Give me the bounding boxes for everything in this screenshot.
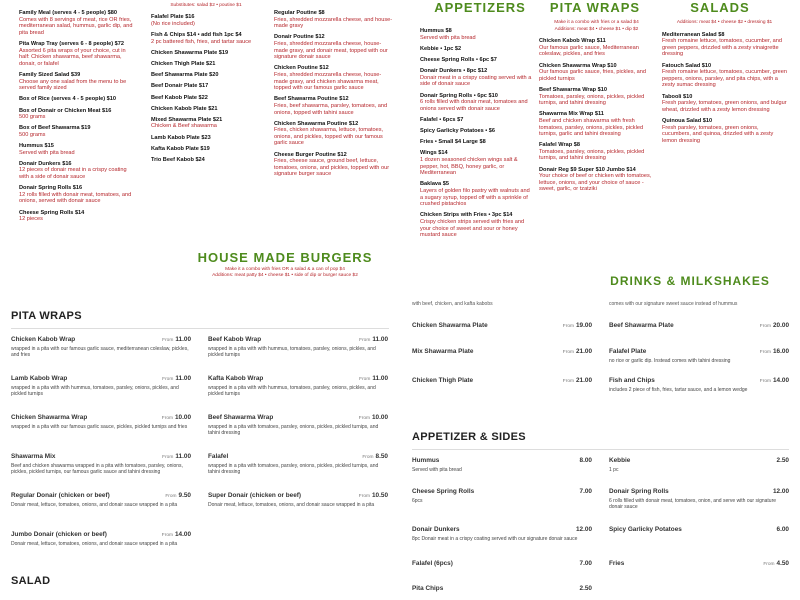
menu-entry — [274, 96, 394, 116]
menu-entry — [151, 157, 261, 164]
menu-entry-title: Fries • Small $4 Large $8 — [420, 139, 486, 146]
menu-entry-description: (No rice included) — [151, 20, 195, 27]
menu-entry-title: Chicken Poutine $12 — [274, 65, 329, 72]
menu-entry-title: Chicken Shawarma Plate $19 — [151, 49, 229, 56]
menu-entry-title: Box of Beef Shawarma $19 — [19, 125, 91, 132]
menu-entry — [19, 125, 134, 138]
column-note — [151, 0, 261, 2]
menu-entry-description: Fresh romaine lettuce, tomatoes, cucumber, and green peppers, drizzled with a zesty vinaigrette dressing — [662, 38, 783, 58]
drinks-title: DRINKS & MILKSHAKES — [610, 274, 770, 288]
menu-entry — [19, 108, 134, 121]
menu-entry-title: Beef Shawarma Poutine $12 — [274, 96, 349, 103]
menu-entry — [662, 94, 787, 114]
menu-entry — [662, 32, 787, 58]
menu-item[interactable] — [11, 531, 191, 547]
menu-item-price — [563, 377, 592, 384]
menu-entry-title: Pita Wrap Tray (serves 6 - 8 people) $72 — [19, 40, 124, 47]
menu-item-name: Lamb Kabob Wrap — [11, 375, 68, 382]
menu-item-description: Served with pita bread — [412, 467, 462, 473]
price-value: 21.00 — [576, 377, 592, 384]
menu-entry — [539, 38, 654, 58]
menu-item-name: Falafel (6pcs) — [412, 560, 453, 567]
menu-entry — [539, 63, 654, 83]
menu-entry-title: Shawarma Mix Wrap $11 — [539, 111, 604, 118]
price-from-label: From — [763, 562, 775, 567]
salad-section-title: SALAD — [11, 575, 51, 587]
menu-entry-title: Quinoua Salad $10 — [662, 117, 713, 124]
menu-entry-description: 12 pieces of donair meat in a crispy coating with a side of donair sauce — [19, 167, 127, 181]
menu-item-price — [763, 560, 789, 567]
menu-item-name: Regular Donair (chicken or beef) — [11, 492, 110, 499]
menu-item-description: Donair meat, lettuce, tomatoes, onions, and donair sauce wrapped in a pita — [11, 541, 178, 547]
menu-item[interactable] — [208, 414, 388, 436]
price-value: 11.00 — [175, 375, 191, 382]
menu-entry-title: Falafel • 6pcs $7 — [420, 116, 464, 123]
price-value: 10.00 — [175, 414, 191, 421]
menu-item-price — [359, 336, 388, 343]
menu-entry-description: 6 rolls filled with donair meat, tomatoes and onions served with donair sauce — [420, 99, 528, 112]
menu-entry-description: Choose any one salad from the menu to be served family sized — [19, 78, 127, 92]
menu-entry — [151, 50, 261, 57]
menu-entry — [274, 121, 394, 147]
menu-entry-description: Fries, shredded mozzarella cheese, house-made gravy, and chicken shawarma meat, topped with our famous garlic sauce — [274, 71, 382, 92]
price-value: 19.00 — [576, 322, 592, 329]
price-from-label: From — [759, 324, 771, 329]
menu-entry — [151, 72, 261, 79]
menu-entry — [151, 14, 261, 27]
note-sweet-sauce: comes with our signature sweet sauce instead of hummus — [609, 301, 738, 307]
price-from-label: From — [165, 494, 177, 499]
menu-item-description: 6pcs — [412, 498, 423, 504]
menu-entry-description: Assorted 6 pita wraps of your choice, cut in half: Chicken shawarma, beef shawarma, donair, or falafel — [19, 47, 126, 67]
menu-entry — [662, 118, 787, 144]
price-value: 2.50 — [776, 457, 789, 464]
menu-entry — [420, 28, 532, 41]
menu-item[interactable] — [609, 322, 789, 329]
menu-entry — [151, 83, 261, 90]
menu-item[interactable] — [11, 414, 191, 430]
price-from-label: From — [562, 324, 574, 329]
price-from-label: From — [162, 455, 174, 460]
menu-entry-title: Hummus $15 — [19, 143, 54, 150]
price-from-label: From — [759, 379, 771, 384]
price-from-label: From — [162, 338, 174, 343]
menu-entry — [420, 57, 532, 64]
menu-item-price — [580, 488, 592, 495]
menu-entry-title: Chicken Kabob Plate $21 — [151, 105, 218, 112]
menu-item[interactable] — [609, 526, 789, 533]
menu-entry — [19, 72, 134, 92]
menu-item[interactable] — [609, 560, 789, 567]
price-value: 2.50 — [579, 585, 592, 592]
menu-item[interactable] — [609, 377, 789, 393]
menu-entry-description: Fresh parsley, tomatoes, green onions, cucumbers, and quinoa, drizzled with a zesty lemon dressing — [662, 124, 774, 144]
menu-item-price — [760, 348, 789, 355]
menu-entry — [19, 41, 134, 67]
price-from-label: From — [759, 350, 771, 355]
menu-item[interactable] — [208, 453, 388, 475]
price-from-label: From — [358, 416, 370, 421]
menu-item-name: Beef Shawarma Plate — [609, 322, 674, 329]
menu-item-price — [165, 492, 191, 499]
menu-entry-title: Donair Reg $9 Super $10 Jumbo $14 — [539, 166, 636, 173]
menu-item-price — [359, 414, 388, 421]
menu-item-price — [563, 348, 592, 355]
column-note: Make it a combo with fries or a salad $4 — [554, 20, 639, 25]
menu-entry-title: Donair Dunkers • 8pc $12 — [420, 68, 488, 75]
plates-column — [151, 0, 261, 168]
menu-item-name: Cheese Spring Rolls — [412, 488, 475, 495]
menu-item-price — [162, 414, 191, 421]
menu-item-price — [760, 322, 789, 329]
menu-item-name: Chicken Shawarma Plate — [412, 322, 488, 329]
price-value: 11.00 — [175, 453, 191, 460]
salads-title: SALADS — [690, 0, 750, 15]
menu-item[interactable] — [609, 348, 789, 364]
pita-wraps-section-title: PITA WRAPS — [11, 310, 82, 322]
menu-entry-description: 2 pc battered fish, fries, and tartar sauce — [151, 38, 252, 45]
menu-entry-title: Donair Spring Rolls $16 — [19, 185, 83, 192]
menu-item-price — [362, 453, 388, 460]
menu-entry — [420, 93, 532, 113]
menu-entry — [151, 95, 261, 102]
salads-column — [662, 20, 787, 149]
menu-item-name: Jumbo Donair (chicken or beef) — [11, 531, 107, 538]
menu-entry-description: Served with pita bread — [420, 34, 476, 41]
menu-entry-title: Tabooli $10 — [662, 93, 693, 100]
menu-entry — [19, 96, 134, 103]
menu-entry-description: Tomatoes, parsley, onions, pickles, pickled turnips, and tahini dressing — [539, 93, 645, 107]
menu-entry — [420, 46, 532, 53]
pita-wraps-title: PITA WRAPS — [549, 0, 641, 15]
menu-entry — [19, 161, 134, 181]
menu-entry — [151, 32, 261, 45]
menu-item-price — [359, 375, 388, 382]
menu-entry — [274, 152, 394, 178]
menu-entry — [19, 143, 134, 156]
price-value: 11.00 — [372, 375, 388, 382]
menu-entry — [539, 142, 654, 162]
menu-entry — [420, 128, 532, 135]
appetizer-section-title: APPETIZER & SIDES — [412, 431, 526, 443]
menu-entry-title: Fish & Chips $14 • add fish 1pc $4 — [151, 31, 242, 38]
menu-item-name: Donair Dunkers — [412, 526, 460, 533]
menu-item-description: Donair meat, lettuce, tomatoes, onions, and donair sauce wrapped in a pita — [11, 502, 178, 508]
menu-item[interactable] — [412, 348, 592, 355]
menu-item-description: wrapped in a pita with with hummus, tomatoes, parsley, onions, pickles, and pickled turnips — [208, 346, 376, 358]
menu-item-name: Kebbie — [609, 457, 631, 464]
burgers-additions: Additions: meat patty $4 • cheese $1 • side of dip or burger sauce $2 — [212, 272, 358, 278]
menu-entry — [19, 185, 134, 205]
menu-entry-description: 12 rolls filled with donair meat, tomatoes, and onions, served with donair sauce — [19, 191, 132, 205]
menu-entry — [539, 87, 654, 107]
menu-item-price — [162, 375, 191, 382]
menu-entry-title: Cheese Spring Rolls • 6pc $7 — [420, 56, 497, 63]
menu-entry-description: Beef and chicken shawarma with fresh tomatoes, parsley, onions, pickles, pickled turnips, garlic and tahini dressing — [539, 117, 644, 138]
menu-item[interactable] — [412, 457, 592, 473]
menu-entry-description: Fries, cheese sauce, ground beef, lettuce, tomatoes, onions, and pickles, topped with our signature burger sauce — [274, 158, 390, 178]
menu-item[interactable] — [208, 375, 388, 397]
menu-item[interactable] — [412, 488, 592, 504]
menu-entry — [151, 106, 261, 113]
menu-item[interactable] — [412, 560, 592, 567]
price-value: 4.50 — [776, 560, 789, 567]
price-value: 11.00 — [175, 336, 191, 343]
menu-item-price — [576, 526, 592, 533]
menu-item-price — [777, 526, 789, 533]
menu-entry-title: Box of Rice (serves 4 - 5 people) $10 — [19, 96, 116, 103]
appetizers-column — [420, 28, 532, 243]
menu-entry — [662, 63, 787, 89]
menu-entry — [420, 68, 532, 88]
menu-entry-description: Tomatoes, parsley, onions, pickles, pickled turnips, and tahini dressing — [539, 148, 645, 162]
price-value: 12.00 — [773, 488, 789, 495]
menu-entry-title: Beef Shawarma Plate $20 — [151, 72, 219, 79]
menu-entry — [274, 65, 394, 91]
menu-entry — [19, 210, 134, 223]
menu-entry-title: Trio Beef Kabob $24 — [151, 157, 205, 164]
menu-item-description: wrapped in a pita with our famous garlic sauce, pickles, pickled turnips and fries — [11, 424, 188, 430]
menu-item-description: 6 rolls filled with donair meat, tomatoes, onion, and serve with our signature donair sauce — [609, 498, 777, 510]
menu-item-name: Hummus — [412, 457, 440, 464]
menu-item[interactable] — [412, 585, 592, 592]
menu-item-price — [773, 488, 789, 495]
price-from-label: From — [562, 350, 574, 355]
menu-entry-description: 1 dozen seasoned chicken wings salt & pepper, hot, BBQ, honey garlic, or Mediterranean — [420, 157, 518, 177]
menu-item-name: Shawarma Mix — [11, 453, 56, 460]
menu-item-price — [760, 377, 789, 384]
menu-entry-description: Chicken & Beef shawarma — [151, 123, 217, 130]
price-value: 20.00 — [773, 322, 789, 329]
menu-entry-title: Kafta Kabob Plate $19 — [151, 145, 210, 152]
price-value: 14.00 — [175, 531, 191, 538]
menu-entry-description: Our famous garlic sauce, Mediterranean coleslaw, pickles, and fries — [539, 44, 639, 58]
menu-item-price — [580, 457, 592, 464]
column-note: Substitutes: salad $2 • poutine $1 — [170, 2, 242, 8]
price-value: 8.00 — [579, 457, 592, 464]
menu-entry-description: Donair meat in a crispy coating served with a side of donair sauce — [420, 74, 532, 88]
menu-entry — [420, 181, 532, 207]
menu-item[interactable] — [11, 453, 191, 475]
menu-item-name: Falafel — [208, 453, 229, 460]
menu-entry-title: Family Meal (serves 4 - 5 people) $80 — [19, 10, 117, 16]
online-menu — [0, 300, 800, 600]
menu-item-name: Fish and Chips — [609, 377, 655, 384]
burgers-combo: Make it a combo with fries OR a salad & a can of pop $4 — [225, 267, 345, 272]
menu-item[interactable] — [11, 492, 191, 508]
menu-entry — [420, 150, 532, 176]
menu-entry-description: Fries, shredded mozzarella cheese, and house-made gravy — [274, 16, 393, 30]
pita-wraps-column — [539, 20, 654, 198]
menu-item-description: no rice or garlic dip. Instead comes with tahini dressing — [609, 358, 731, 364]
menu-entry-title: Falafel Plate $16 — [151, 14, 195, 21]
menu-item-name: Pita Chips — [412, 585, 444, 592]
menu-entry — [274, 34, 394, 60]
menu-entry-title: Cheese Burger Poutine $12 — [274, 151, 347, 158]
appetizer-section-rule — [412, 449, 789, 450]
price-value: 8.50 — [375, 453, 388, 460]
menu-entry-description: Your choice of beef or chicken with tomatoes, lettuce, onions, and your choice of sauce - sweet, garlic, or tzatziki — [539, 173, 652, 193]
menu-entry — [420, 139, 532, 146]
menu-entry-title: Beef Shawarma Wrap $10 — [539, 86, 607, 93]
menu-item-name: Chicken Shawarma Wrap — [11, 414, 88, 421]
menu-entry-title: Family Sized Salad $39 — [19, 71, 81, 78]
menu-item-name: Beef Kabob Wrap — [208, 336, 262, 343]
menu-entry-description: Fries, beef shawarma, parsley, tomatoes, and onions, topped with tahini sauce — [274, 102, 388, 116]
menu-item-price — [162, 531, 191, 538]
catering-column — [19, 10, 134, 227]
menu-entry-title: Cheese Spring Rolls $14 — [19, 209, 85, 216]
menu-entry-description: Our famous garlic sauce, fries, pickles, and pickled turnips — [539, 69, 646, 82]
poutine-column — [274, 10, 394, 183]
price-value: 10.50 — [372, 492, 388, 499]
menu-entry-title: Wings $14 — [420, 150, 448, 157]
menu-item-description: wrapped in a pita with our famous garlic sauce, mediterranean coleslaw, pickles, and fries — [11, 346, 189, 358]
menu-item-name: Beef Shawarma Wrap — [208, 414, 274, 421]
menu-item[interactable] — [412, 526, 592, 542]
menu-entry-title: Chicken Strips with Fries • 3pc $14 — [420, 212, 513, 219]
menu-item[interactable] — [11, 375, 191, 397]
price-from-label: From — [359, 338, 371, 343]
menu-item[interactable] — [609, 457, 789, 473]
menu-item-name: Falafel Plate — [609, 348, 647, 355]
menu-item-price — [580, 560, 592, 567]
price-from-label: From — [161, 416, 173, 421]
menu-item-name: Donair Spring Rolls — [609, 488, 669, 495]
menu-entry-description: 12 pieces — [19, 216, 43, 223]
price-value: 21.00 — [576, 348, 592, 355]
price-value: 16.00 — [773, 348, 789, 355]
menu-entry-description: 500 grams — [19, 114, 46, 121]
note-kabobs: with beef, chicken, and kafta kabobs — [412, 301, 493, 307]
menu-item-price — [359, 492, 388, 499]
menu-item-price — [580, 585, 592, 592]
price-from-label: From — [162, 377, 174, 382]
menu-entry-title: Regular Poutine $8 — [274, 10, 325, 16]
menu-entry-title: Lamb Kabob Plate $23 — [151, 134, 211, 141]
menu-entry — [19, 10, 134, 36]
menu-entry-description: Crispy chicken strips served with fries and your choice of sweet and sour or honey mustard sauce — [420, 219, 525, 239]
menu-item-description: wrapped in a pita with tomatoes, parsley, onions, pickles, pickled turnips, and tahini dressing — [208, 424, 379, 436]
menu-entry-title: Hummus $8 — [420, 28, 452, 34]
menu-item-price — [563, 322, 592, 329]
menu-entry — [151, 61, 261, 68]
menu-item-name: Chicken Thigh Plate — [412, 377, 474, 384]
price-value: 7.00 — [579, 560, 592, 567]
menu-entry-description: Layers of golden filo pastry with walnuts and a sugary syrup, topped off with a sprinkle of crushed pistachios — [420, 188, 530, 208]
menu-entry — [151, 117, 261, 130]
menu-entry-title: Mediterranean Salad $8 — [662, 31, 725, 38]
menu-entry — [420, 212, 532, 238]
price-from-label: From — [161, 533, 173, 538]
menu-entry-description: Fries, chicken shawarma, lettuce, tomatoes, onions, and pickles, topped with our famous garlic sauce — [274, 127, 384, 147]
menu-entry-title: Falafel Wrap $8 — [539, 142, 580, 149]
menu-entry-title: Chicken Shawarma Wrap $10 — [539, 62, 617, 69]
menu-entry — [420, 117, 532, 124]
menu-item[interactable] — [412, 322, 592, 329]
menu-item[interactable] — [412, 377, 592, 384]
menu-item[interactable] — [208, 492, 388, 508]
menu-item-description: Beef and chicken shawarma wrapped in a pita with tomatoes, parsley, onions, pickles, pickled turnips, our famous garlic sauce and tahini dressing — [11, 463, 183, 475]
menu-item-name: Mix Shawarma Plate — [412, 348, 474, 355]
menu-entry-description: Comes with 8 servings of meat, rice OR fries, mediterranean salad, hummus, garlic dip, and pita bread — [19, 16, 133, 36]
menu-entry-title: Donair Poutine $12 — [274, 34, 325, 41]
price-from-label: From — [362, 455, 374, 460]
menu-item-name: Spicy Garlicky Potatoes — [609, 526, 682, 533]
appetizers-title: APPETIZERS — [434, 0, 526, 15]
menu-entry — [539, 167, 654, 193]
menu-entry-title: Donair Spring Rolls • 6pc $10 — [420, 92, 498, 99]
menu-item[interactable] — [609, 488, 789, 510]
menu-entry-title: Spicy Garlicky Potatoes • $6 — [420, 128, 496, 135]
menu-item-description: 8pc Donair meat in a crispy coating served with our signature donair sauce — [412, 536, 578, 542]
menu-item-description: wrapped in a pita with with hummus, tomatoes, parsley, onions, pickles, and pickled turnips — [11, 385, 179, 397]
menu-item-description: 1 pc — [609, 467, 619, 473]
price-value: 10.00 — [372, 414, 388, 421]
menu-entry-description: Fries, shredded mozzarella cheese, house-made gravy, and donair meat, topped with our signature donair sauce — [274, 40, 388, 61]
burgers-title: HOUSE MADE BURGERS — [197, 250, 373, 265]
menu-entry-description: 500 grams — [19, 131, 46, 138]
menu-item-price — [162, 336, 191, 343]
burgers-banner — [160, 250, 410, 278]
price-value: 12.00 — [576, 526, 592, 533]
menu-item-price — [777, 457, 789, 464]
price-value: 11.00 — [372, 336, 388, 343]
menu-entry-title: Beef Kabob Plate $22 — [151, 94, 208, 101]
menu-item[interactable] — [11, 336, 191, 358]
price-from-label: From — [562, 379, 574, 384]
menu-item-price — [162, 453, 191, 460]
menu-item-description: wrapped in a pita with with hummus, tomatoes, parsley, onions, pickles, and pickled turnips — [208, 385, 376, 397]
menu-entry-title: Chicken Shawarma Poutine $12 — [274, 120, 359, 127]
menu-item-description: includes 2 piece of fish, fries, tartar sauce, and a lemon wedge — [609, 387, 748, 393]
menu-entry-title: Kebbie • 1pc $2 — [420, 45, 462, 52]
price-value: 14.00 — [773, 377, 789, 384]
price-from-label: From — [359, 377, 371, 382]
menu-entry — [274, 10, 394, 30]
menu-entry-title: Baklava $5 — [420, 181, 449, 188]
menu-entry — [151, 135, 261, 142]
menu-item-description: Donair meat, lettuce, tomatoes, onions, and donair sauce wrapped in a pita — [208, 502, 375, 508]
column-note: Additions: meat $4 • cheese $2 • dressing $1 — [676, 20, 773, 25]
column-note: Additions: meat $4 • cheese $1 • dip $2 — [554, 26, 639, 32]
price-value: 9.50 — [178, 492, 191, 499]
menu-entry — [151, 146, 261, 153]
menu-item-name: Chicken Kabob Wrap — [11, 336, 76, 343]
menu-entry-title: Chicken Kabob Wrap $11 — [539, 38, 606, 45]
menu-item[interactable] — [208, 336, 388, 358]
menu-entry-title: Beef Donair Plate $17 — [151, 83, 209, 90]
menu-entry-title: Fatouch Salad $10 — [662, 62, 712, 69]
price-from-label: From — [358, 494, 370, 499]
menu-entry-description: Fresh parsley, tomatoes, green onions, and bulgur wheat, drizzled with a zesty lemon dressing — [662, 100, 787, 113]
menu-entry-description: Served with pita bread — [19, 149, 75, 156]
menu-entry-title: Chicken Thigh Plate $21 — [151, 60, 216, 67]
menu-entry-title: Box of Donair or Chicken Meat $16 — [19, 107, 112, 114]
menu-item-name: Fries — [609, 560, 625, 567]
price-value: 7.00 — [579, 488, 592, 495]
price-value: 6.00 — [776, 526, 789, 533]
menu-entry-description: Fresh romaine lettuce, tomatoes, cucumber, green peppers, onions, parsley, and pita chips, with a zesty sumac dressing — [662, 69, 787, 89]
menu-entry-title: Donair Dunkers $16 — [19, 160, 72, 167]
menu-item-description: wrapped in a pita with tomatoes, parsley, onions, pickles, pickled turnips, and tahini dressing — [208, 463, 379, 475]
menu-entry — [539, 111, 654, 137]
menu-item-name: Super Donair (chicken or beef) — [208, 492, 302, 499]
menu-item-name: Kafta Kabob Wrap — [208, 375, 264, 382]
menu-entry-title: Mixed Shawarma Plate $21 — [151, 116, 223, 123]
pita-section-rule — [11, 328, 389, 329]
